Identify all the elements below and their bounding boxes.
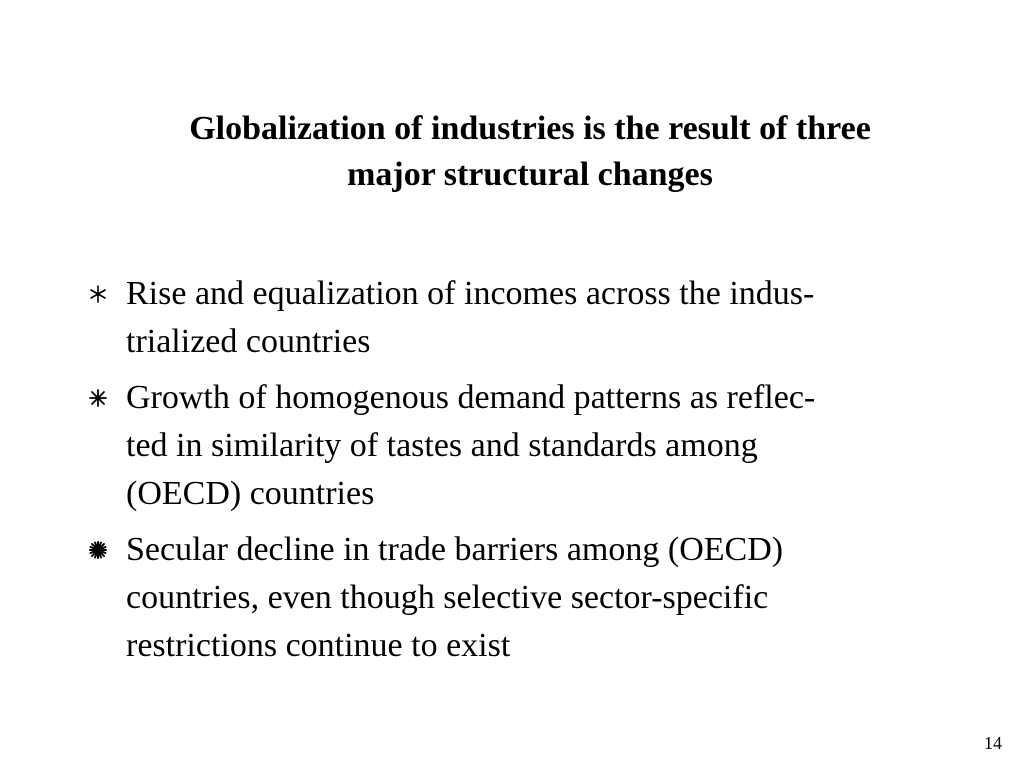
bullet-text-line: (OECD) countries [126,475,375,512]
slide-title [110,106,950,198]
bullet-text-line: trialized countries [126,323,371,360]
bullet-item [84,374,964,518]
asterisk-star-icon [84,374,114,422]
slide-title-line: major structural changes [347,156,713,193]
page-number: 14 [984,733,1002,753]
asterisk-star-icon [84,270,114,318]
bullet-text-line: restrictions continue to exist [126,627,511,664]
bullet-text-line: countries, even though selective sector-specific [126,579,769,616]
bullet-item [84,270,964,366]
bullet-item [84,526,964,670]
bullet-text-line: Growth of homogenous demand patterns as reflec- [126,379,816,416]
asterisk-star-icon [84,526,114,574]
slide-title-line: Globalization of industries is the result of three [189,110,871,147]
bullet-text-line: Secular decline in trade barriers among (OECD) [126,531,784,568]
bullet-list [84,270,964,678]
bullet-text-line: ted in similarity of tastes and standards among [126,427,758,464]
bullet-text-line: Rise and equalization of incomes across the indus- [126,275,815,312]
